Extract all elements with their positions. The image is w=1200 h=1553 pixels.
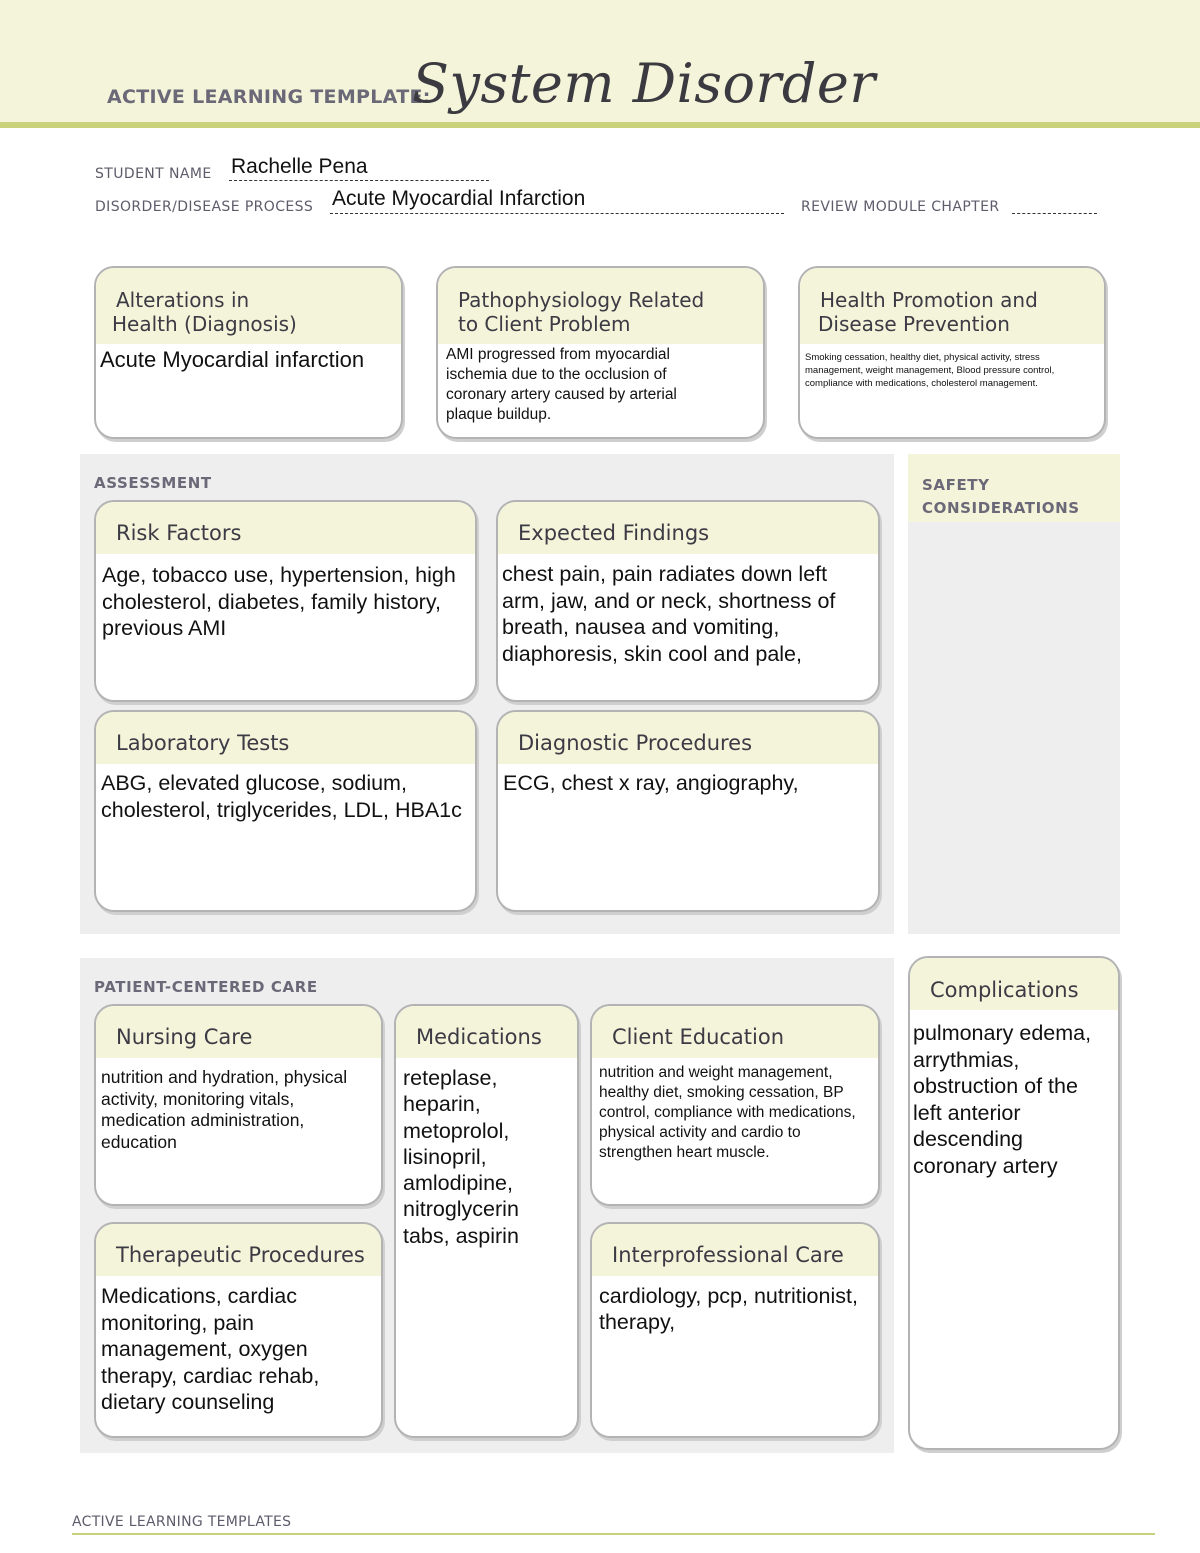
box-body: pulmonary edema, arrythmias, obstruction of the left anterior descending coronary artery [913, 1021, 1092, 1178]
box-title: Interprofessional Care [592, 1224, 878, 1276]
box-body: nutrition and weight management, healthy diet, smoking cessation, BP control, compliance with medications, physical activity and cardio to strengthen heart muscle. [599, 1064, 856, 1161]
box-header [438, 268, 763, 344]
header-rule [0, 122, 1200, 128]
box-header [96, 268, 401, 344]
footer-rule [72, 1533, 1155, 1535]
box-body: chest pain, pain radiates down left arm, jaw, and or neck, shortness of breath, nausea and vomiting, diaphoresis, skin cool and pale, [502, 562, 836, 666]
box-laboratory-tests [94, 710, 477, 912]
student-name-value: Rachelle Pena [231, 155, 368, 178]
template-title: System Disorder [412, 52, 876, 115]
box-body: Smoking cessation, healthy diet, physical activity, stress management, weight management, Blood pressure control, compliance with medications, cholesterol management. [805, 352, 1055, 389]
safety-label-line2: CONSIDERATIONS [922, 499, 1080, 517]
box-nursing-care [94, 1004, 383, 1206]
box-title: Diagnostic Procedures [498, 712, 878, 764]
assessment-label: ASSESSMENT [94, 474, 212, 492]
safety-label [922, 474, 1080, 520]
box-title-line1: Alterations in [116, 288, 250, 312]
template-label: ACTIVE LEARNING TEMPLATE: [107, 86, 431, 108]
disorder-value: Acute Myocardial Infarction [332, 187, 586, 210]
review-module-field[interactable] [1012, 196, 1097, 214]
box-alterations-in-health [94, 266, 403, 439]
box-client-education [590, 1004, 880, 1206]
disorder-field[interactable] [330, 187, 784, 214]
disorder-label: DISORDER/DISEASE PROCESS [95, 199, 314, 215]
box-title: Medications [396, 1006, 577, 1058]
box-title: Nursing Care [96, 1006, 381, 1058]
box-interprofessional-care [590, 1222, 880, 1438]
box-title-line1: Health Promotion and [820, 288, 1038, 312]
patient-centered-care-label: PATIENT-CENTERED CARE [94, 978, 318, 996]
box-title: Complications [910, 958, 1118, 1010]
footer-text: ACTIVE LEARNING TEMPLATES [72, 1514, 292, 1530]
box-title: Therapeutic Procedures [96, 1224, 381, 1276]
box-risk-factors [94, 500, 477, 702]
box-title-line1: Pathophysiology Related [458, 288, 705, 312]
box-body: Acute Myocardial infarction [100, 347, 365, 372]
box-body: ECG, chest x ray, angiography, [503, 771, 799, 795]
box-body: cardiology, pcp, nutritionist, therapy, [599, 1284, 858, 1334]
box-complications [908, 956, 1120, 1450]
box-health-promotion [798, 266, 1106, 439]
safety-panel [908, 454, 1120, 934]
box-expected-findings [496, 500, 880, 702]
student-name-label: STUDENT NAME [95, 166, 212, 182]
box-title-line2: to Client Problem [458, 312, 631, 336]
box-title: Laboratory Tests [96, 712, 475, 764]
box-therapeutic-procedures [94, 1222, 383, 1438]
box-pathophysiology [436, 266, 765, 439]
box-diagnostic-procedures [496, 710, 880, 912]
box-title: Risk Factors [96, 502, 475, 554]
box-body: Medications, cardiac monitoring, pain management, oxygen therapy, cardiac rehab, dietary counseling [101, 1284, 320, 1414]
box-header [800, 268, 1104, 344]
box-title-line2: Health (Diagnosis) [112, 312, 297, 336]
box-title: Client Education [592, 1006, 878, 1058]
box-title: Expected Findings [498, 502, 878, 554]
box-medications [394, 1004, 579, 1438]
review-module-label: REVIEW MODULE CHAPTER [801, 199, 1000, 215]
box-body: AMI progressed from myocardial ischemia due to the occlusion of coronary artery caused by arterial plaque buildup. [446, 346, 677, 423]
box-body: reteplase, heparin, metoprolol, lisinopril, amlodipine, nitroglycerin tabs, aspirin [403, 1066, 519, 1248]
box-body: ABG, elevated glucose, sodium, cholesterol, triglycerides, LDL, HBA1c [101, 771, 462, 822]
box-body: nutrition and hydration, physical activity, monitoring vitals, medication administration, education [101, 1067, 348, 1152]
box-title-line2: Disease Prevention [818, 312, 1010, 336]
box-body: Age, tobacco use, hypertension, high cholesterol, diabetes, family history, previous AMI [102, 563, 456, 640]
student-name-field[interactable] [229, 155, 489, 181]
safety-label-line1: SAFETY [922, 476, 990, 494]
